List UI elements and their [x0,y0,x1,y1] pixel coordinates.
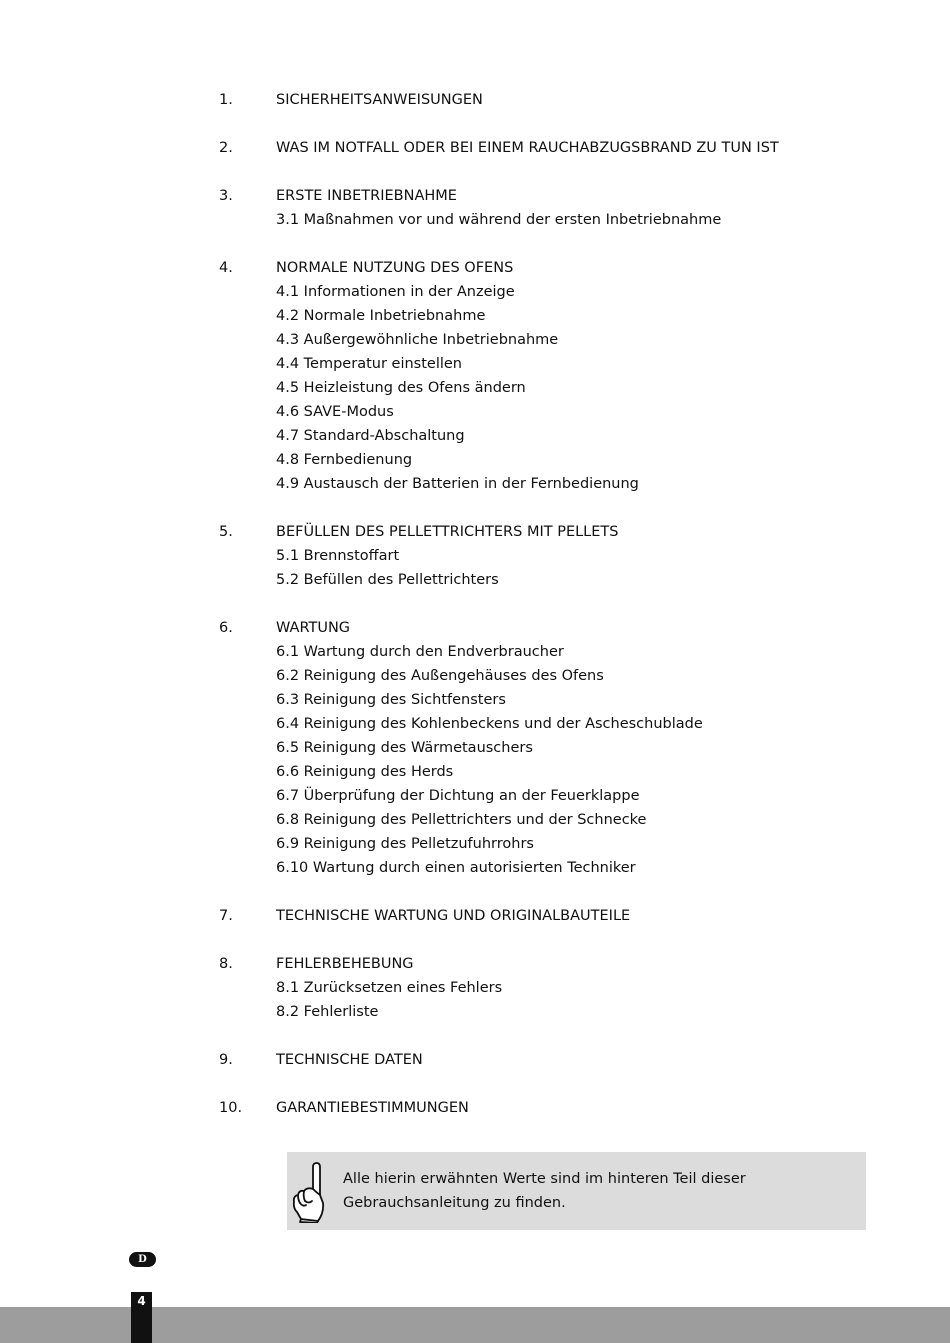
toc-section [219,952,859,1024]
info-note [287,1152,866,1230]
toc-entry [219,88,859,112]
toc-subsection: 4.6 SAVE-Modus [276,404,394,420]
toc-entry [219,1048,859,1072]
toc-subsection: 6.10 Wartung durch einen autorisierten Techniker [276,860,636,876]
toc-subsection: 4.7 Standard-Abschaltung [276,428,465,444]
toc-subsection: 6.9 Reinigung des Pelletzufuhrrohrs [276,836,534,852]
toc-section [219,88,859,112]
toc-subsection: 6.4 Reinigung des Kohlenbeckens und der Ascheschublade [276,716,703,732]
toc-subsection: 6.8 Reinigung des Pellettrichters und der Schnecke [276,812,647,828]
toc-section-title: GARANTIEBESTIMMUNGEN [276,1100,469,1116]
toc-section-title: ERSTE INBETRIEBNAHME [276,188,457,204]
note-line: Gebrauchsanleitung zu finden. [343,1195,566,1211]
toc-subsection: 6.5 Reinigung des Wärmetauschers [276,740,533,756]
toc-subsection: 4.1 Informationen in der Anzeige [276,284,515,300]
toc-section-number: 7. [219,908,233,924]
toc-section-title: BEFÜLLEN DES PELLETTRICHTERS MIT PELLETS [276,524,619,540]
toc-section [219,136,859,160]
toc-subsection: 6.1 Wartung durch den Endverbraucher [276,644,564,660]
toc-entry [219,904,859,928]
toc-section [219,184,859,232]
toc-section-number: 10. [219,1100,243,1116]
toc-section [219,616,859,880]
toc-section-number: 9. [219,1052,233,1068]
toc-section-number: 5. [219,524,233,540]
toc-subsection: 6.3 Reinigung des Sichtfensters [276,692,506,708]
toc-section-title: WARTUNG [276,620,351,636]
toc-subsection: 5.1 Brennstoffart [276,548,400,564]
toc-subsection: 5.2 Befüllen des Pellettrichters [276,572,499,588]
toc-subsection: 4.8 Fernbedienung [276,452,413,468]
toc-section-number: 1. [219,92,233,108]
toc-section-title: TECHNISCHE DATEN [276,1052,423,1068]
note-text [343,1167,843,1215]
toc-subsection: 4.9 Austausch der Batterien in der Fernbedienung [276,476,639,492]
toc-section-number: 8. [219,956,233,972]
toc-section [219,520,859,592]
toc-section-title: TECHNISCHE WARTUNG UND ORIGINALBAUTEILE [276,908,631,924]
toc-section-number: 3. [219,188,233,204]
toc-section-number: 2. [219,140,233,156]
toc-entry [219,952,859,976]
toc-entry [219,256,859,280]
page-number: 4 [131,1292,152,1343]
toc-section [219,1096,859,1120]
toc-subsection: 8.2 Fehlerliste [276,1004,379,1020]
toc-section-title: FEHLERBEHEBUNG [276,956,414,972]
toc-entry [219,520,859,544]
note-line: Alle hierin erwähnten Werte sind im hinteren Teil dieser [343,1171,746,1187]
toc-subsection: 4.2 Normale Inbetriebnahme [276,308,486,324]
toc-section-number: 6. [219,620,233,636]
toc-section [219,1048,859,1072]
toc-section-title: WAS IM NOTFALL ODER BEI EINEM RAUCHABZUGSBRAND ZU TUN IST [276,140,779,156]
toc-section-title: SICHERHEITSANWEISUNGEN [276,92,483,108]
language-badge: D [129,1252,156,1267]
pointing-hand-icon [292,1161,326,1223]
toc-entry [219,1096,859,1120]
toc-subsection: 6.7 Überprüfung der Dichtung an der Feuerklappe [276,788,640,804]
toc-subsection: 8.1 Zurücksetzen eines Fehlers [276,980,503,996]
toc-section [219,256,859,496]
table-of-contents [219,88,859,1144]
toc-subsection: 4.3 Außergewöhnliche Inbetriebnahme [276,332,559,348]
toc-section [219,904,859,928]
toc-subsection: 3.1 Maßnahmen vor und während der ersten Inbetriebnahme [276,212,722,228]
toc-subsection: 6.2 Reinigung des Außengehäuses des Ofens [276,668,604,684]
toc-subsection: 4.5 Heizleistung des Ofens ändern [276,380,526,396]
toc-subsection: 4.4 Temperatur einstellen [276,356,462,372]
toc-subsection: 6.6 Reinigung des Herds [276,764,454,780]
toc-entry [219,136,859,160]
toc-entry [219,184,859,208]
toc-entry [219,616,859,640]
toc-section-title: NORMALE NUTZUNG DES OFENS [276,260,514,276]
toc-section-number: 4. [219,260,233,276]
